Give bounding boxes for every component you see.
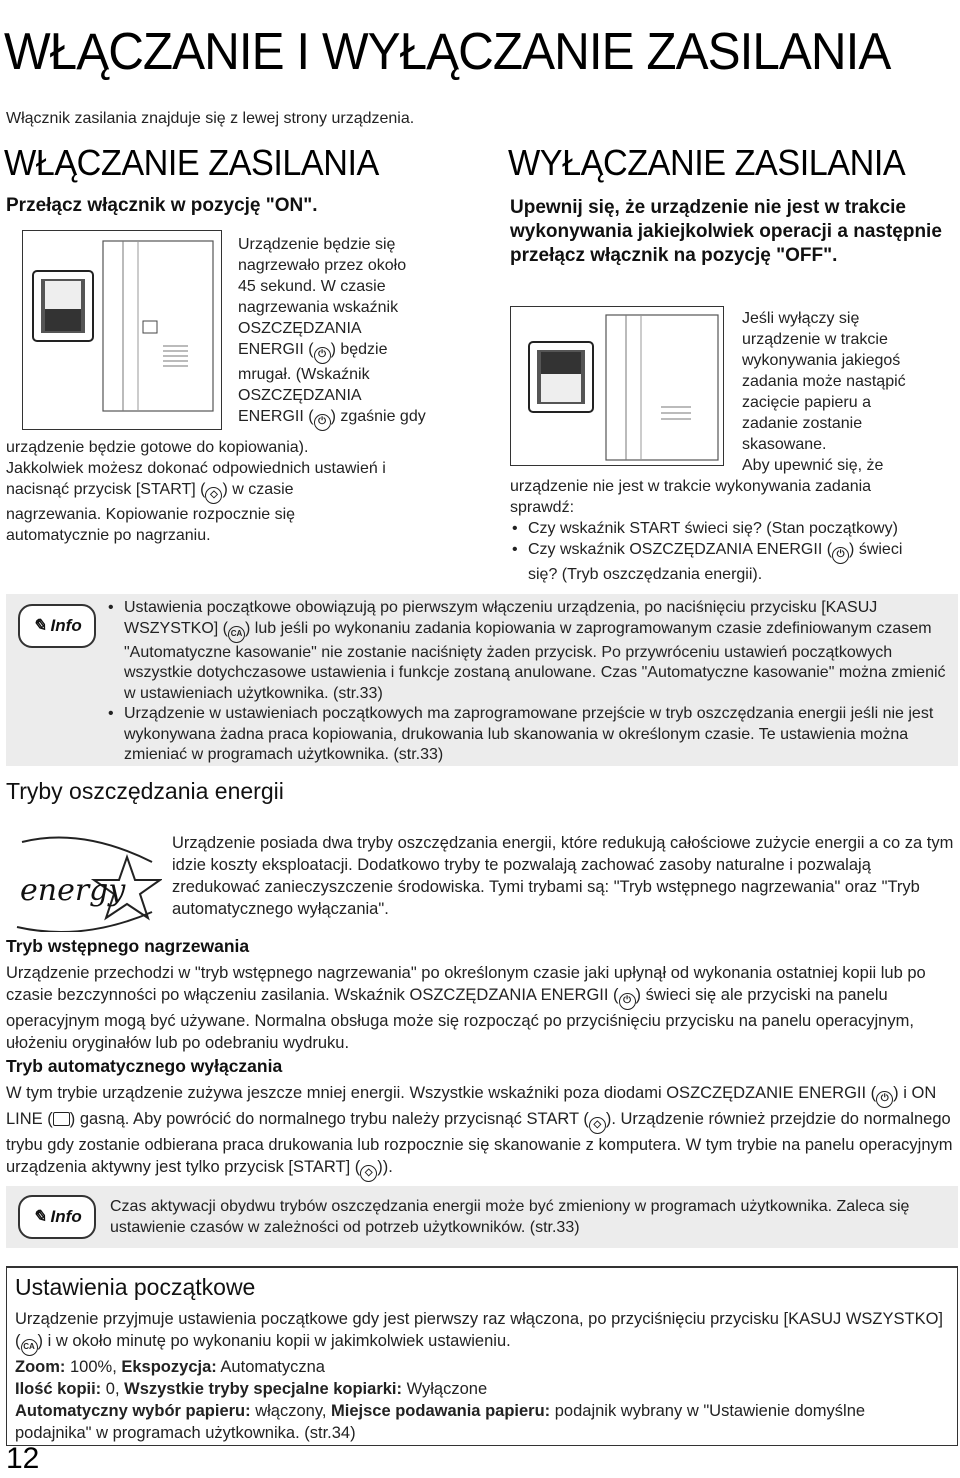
energy-star-icon <box>12 832 162 932</box>
power-on-subheading: Przełącz włącznik w pozycję "ON". <box>6 195 318 216</box>
preheat-heading: Tryb wstępnego nagrzewania <box>6 936 250 956</box>
power-save-icon: ⏻ <box>876 1091 893 1108</box>
initial-settings-content: Urządzenie przyjmuje ustawienia początkowe gdy jest pierwszy raz włączona, po przyciśnięciu przycisku [KASUJ WSZYSTKO] ( CA ) i w około minutę po wykonaniu kopii w jakimkolwiek ustawieniu. Zoom: 100%, Ekspozycja: Automatyczna Ilość kopii: 0, Wszystkie tryby specjalne kopiarki: Wyłączone Automatyczny wybór papieru: włączony, Miejsce podawania papieru: podajnik wybrany w "Ustawienie domyślne podajnika" w programach użytkownika. (str.34) <box>15 1310 944 1442</box>
power-off-checklist <box>510 518 958 585</box>
initial-settings-heading: Ustawienia początkowe <box>15 1274 256 1300</box>
start-icon: ◇ <box>205 487 222 504</box>
start-icon: ◇ <box>360 1165 377 1182</box>
page-number: 12 <box>6 1442 40 1475</box>
info-badge: ✎ Info <box>18 604 96 648</box>
list-item: • Czy wskaźnik START świeci się? (Stan początkowy) <box>510 518 958 539</box>
power-off-subheading: Upewnij się, że urządzenie nie jest w trakcie wykonywania jakiejkolwiek operacji a następnie przełącz włącznik na pozycję "OFF". <box>510 197 942 266</box>
power-on-description: Urządzenie będzie się nagrzewało przez około 45 sekund. W czasie nagrzewania wskaźnik OSZCZĘDZANIA ENERGII ( ⏻ ) będzie mrugał. (Wskaźnik OSZCZĘDZANIA ENERGII ( ⏻ ) zgaśnie gdy <box>238 234 458 431</box>
power-off-heading: WYŁĄCZANIE ZASILANIA <box>508 142 906 183</box>
online-icon <box>53 1112 70 1126</box>
auto-off-paragraph: W tym trybie urządzenie zużywa jeszcze mniej energii. Wszystkie wskaźniki poza diodami OSZCZĘDZANIE ENERGII ( ⏻ ) i ON LINE ( ) gasną. Aby powrócić do normalnego trybu należy przycisnąć START ( ◇ ). Urządzenie również przejdzie do normalnego trybu gdy zostanie odbierana praca drukowania lub rozpocznie się skanowanie z komputera. W tym trybie na panelu operacyjnym urządzenia aktywny jest tylko przycisk [START] ( ◇ )). <box>6 1082 956 1182</box>
power-on-description-cont: urządzenie będzie gotowe do kopiowania). Jakkolwiek możesz dokonać odpowiednich ustawień i nacisnąć przycisk [START] ( ◇ ) w czasie nagrzewania. Kopiowanie rozpocznie się automatycznie po nagrzaniu. <box>6 439 386 544</box>
energy-modes-heading: Tryby oszczędzania energii <box>6 778 284 804</box>
auto-off-heading: Tryb automatycznego wyłączania <box>6 1056 283 1076</box>
info-box-initial-settings <box>6 594 958 766</box>
pencil-icon: ✎ <box>32 616 47 635</box>
machine-side-illustration <box>23 231 221 429</box>
ca-icon: CA <box>21 1339 38 1356</box>
intro-text: Włącznik zasilania znajduje się z lewej strony urządzenia. <box>6 110 415 127</box>
machine-side-illustration <box>511 307 723 465</box>
power-save-icon: ⏻ <box>619 993 636 1010</box>
power-save-icon: ⏻ <box>314 414 331 431</box>
power-save-icon: ⏻ <box>314 347 331 364</box>
energy-logo-text: energy <box>20 873 126 908</box>
initial-settings-box <box>6 1266 958 1446</box>
pencil-icon: ✎ <box>32 1207 47 1226</box>
ca-icon: CA <box>228 626 245 643</box>
energy-modes-paragraph: Urządzenie posiada dwa tryby oszczędzania energii, które redukują całościowe zużycie energii a co za tym idzie koszty eksploatacji. Dodatkowo tryby te pozwalają zachować zasoby naturalne i pozwalają zredukować zanieczyszczenie środowiska. Tymi trybami są: "Tryb wstępnego nagrzewania" oraz "Tryb automatycznego wyłączania". <box>172 834 954 918</box>
power-off-description: Jeśli wyłączy się urządzenie w trakcie wykonywania jakiegoś zadania może nastąpić zacięcie papieru a zadanie zostanie skasowane. Aby upewnić się, że <box>742 310 906 474</box>
preheat-paragraph: Urządzenie przechodzi w "tryb wstępnego nagrzewania" po określonym czasie jaki upłynął od wykonania ostatniej kopii lub po czasie bezczynności po włączeniu zasilania. Wskaźnik OSZCZĘDZANIA ENERGII ( ⏻ ) świeci się ale przyciski na panelu operacyjnym mogą być używane. Normalna obsługa może się rozpocząć po przyciśnięciu przycisku na panelu operacyjnym, ułożeniu oryginałów lub po odebraniu wydruku. <box>6 964 926 1052</box>
info-badge: ✎ Info <box>18 1195 96 1239</box>
energy-star-logo <box>12 832 162 932</box>
info-list <box>106 598 951 766</box>
power-off-description-cont: urządzenie nie jest w trakcie wykonywania zadania sprawdź: • Czy wskaźnik START świeci się? (Stan początkowy) • Czy wskaźnik OSZCZĘDZANIA ENERGII ( ⏻ ) świeci się? (Tryb oszczędzania energii). <box>510 476 958 585</box>
info-text: Czas aktywacji obydwu trybów oszczędzania energii może być zmieniony w programach użytkownika. Zaleca się ustawienie czasów w zależności od potrzeb użytkowników. (str.33) <box>110 1198 910 1236</box>
page-title: WŁĄCZANIE I WYŁĄCZANIE ZASILANIA <box>4 23 891 81</box>
start-icon: ◇ <box>589 1117 606 1134</box>
list-item: • Urządzenie w ustawieniach początkowych ma zaprogramowane przejście w tryb oszczędzania energii jeśli nie jest wykonywana żadna praca kopiowania, drukowania lub skanowania w określonym czasie. Te ustawienia można zmieniać w programach użytkownika. (str.33) <box>106 704 951 766</box>
power-switch-off-illustration <box>510 306 724 466</box>
power-on-heading: WŁĄCZANIE ZASILANIA <box>4 142 379 183</box>
power-save-icon: ⏻ <box>832 547 849 564</box>
list-item: • Ustawienia początkowe obowiązują po pierwszym włączeniu urządzenia, po naciśnięciu przycisku [KASUJ WSZYSTKO] ( CA ) lub jeśli po wykonaniu zadania kopiowania w zaprogramowanym czasie zdefiniowanym czasem "Automatyczne kasowanie" nie zostanie naciśnięty żaden przycisk. Po przywróceniu ustawień początkowych wszystkie dotychczasowe ustawienia i funkcje zostaną anulowane. Czas "Automatyczne kasowanie" można zmienić w ustawieniach użytkownika. (str.33) <box>106 598 951 704</box>
info-box-energy-timing <box>6 1186 958 1248</box>
list-item: • Czy wskaźnik OSZCZĘDZANIA ENERGII ( ⏻ ) świeci się? (Tryb oszczędzania energii). <box>510 539 958 585</box>
power-switch-on-illustration <box>22 230 222 430</box>
